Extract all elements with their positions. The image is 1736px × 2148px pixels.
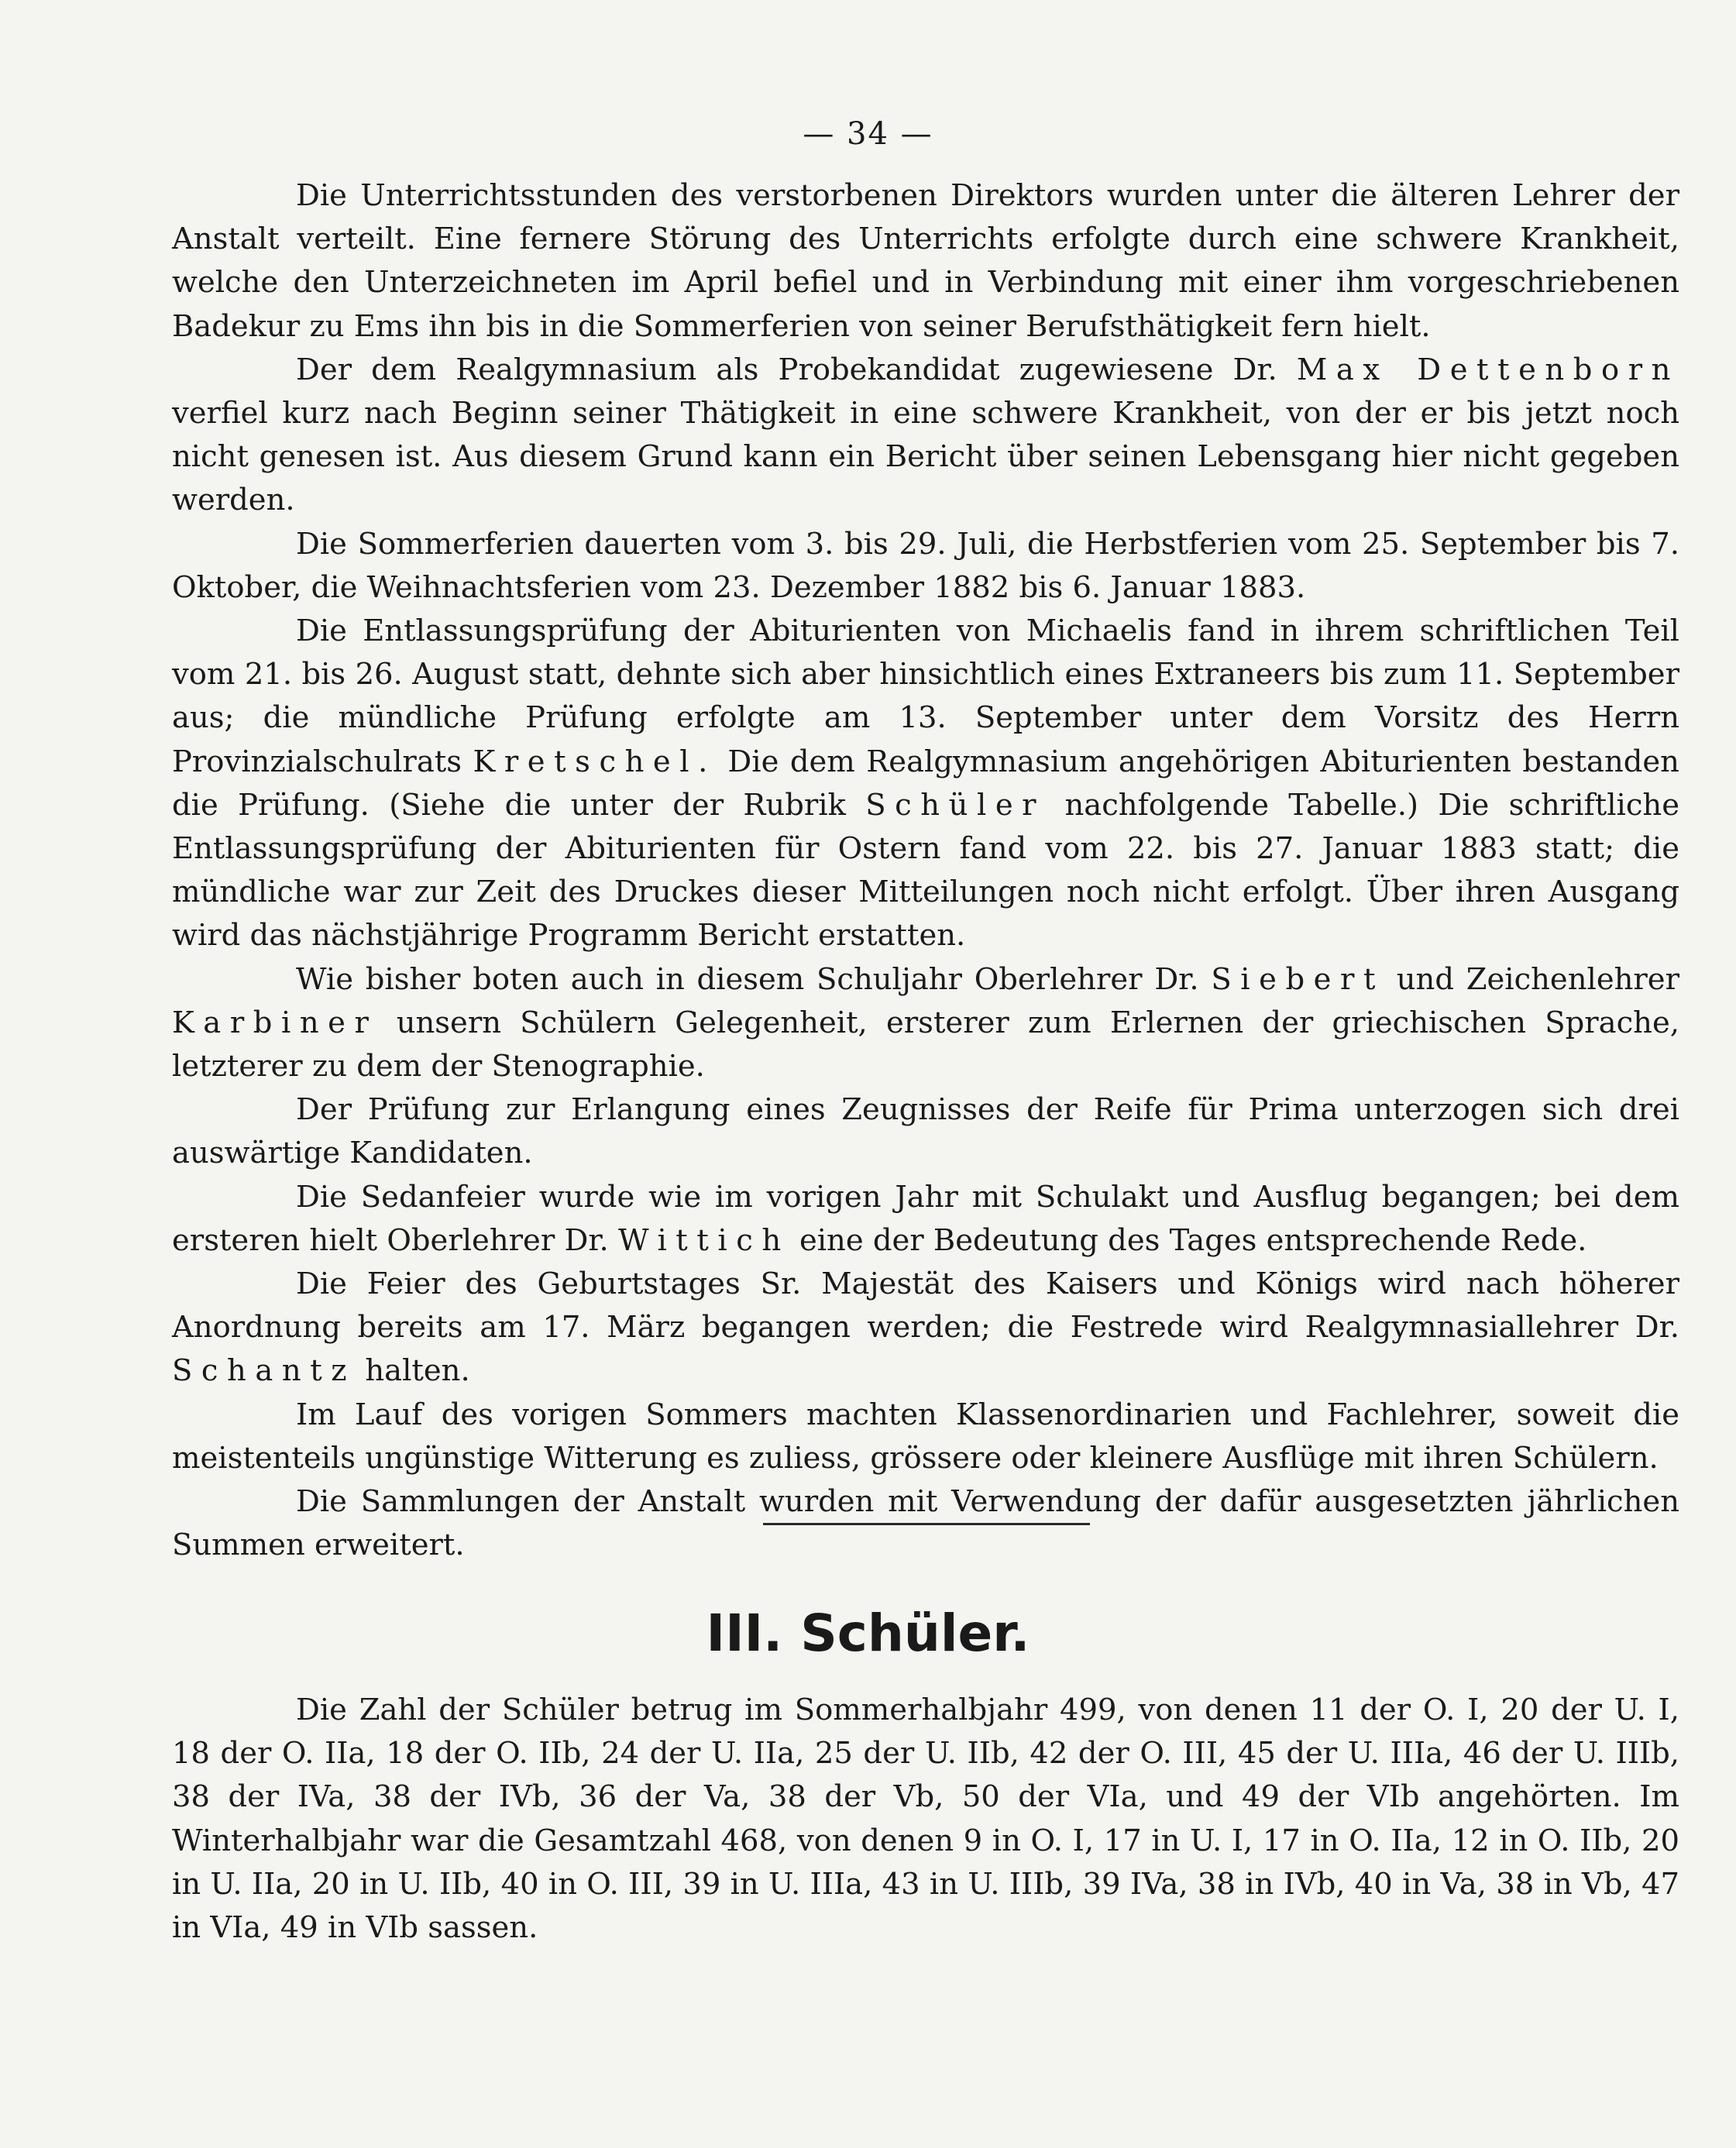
section-body-top — [172, 174, 1679, 1568]
paragraph-text: Die Feier des Geburtstages Sr. Majestät des Kaisers und Königs wird nach höherer Anordnung bereits am 17. März begangen werden; die Festrede wird Realgymnasiallehrer Dr. — [172, 1266, 1679, 1346]
paragraph-text: Die dem Realgymnasium angehörigen Abiturienten bestanden die Prüfung. (Siehe die unter der Rubrik — [172, 744, 1679, 823]
paragraph-text: nachfolgende Tabelle.) Die schriftliche Entlassungsprüfung der Abiturienten für Ostern fand vom 22. bis 27. Januar 1883 statt; die mündliche war zur Zeit des Druckes dieser Mitteilungen noch nicht erfolgt. Über ihren Ausgang wird das nächstjährige Programm Bericht erstatten. — [172, 787, 1679, 954]
person-name-dettenborn: Max Dettenborn — [1296, 352, 1679, 387]
paragraph-excursions — [172, 1394, 1679, 1480]
person-name-wittich: Wittich — [618, 1222, 790, 1258]
paragraph-extra-courses — [172, 958, 1679, 1089]
paragraph-text: Wie bisher boten auch in diesem Schuljahr Oberlehrer Dr. — [296, 961, 1199, 997]
section-body-bottom — [172, 1689, 1679, 1950]
paragraph-teaching-hours — [172, 174, 1679, 349]
page-number: — 34 — — [803, 116, 933, 152]
paragraph-text: Im Lauf des vorigen Sommers machten Klassenordinarien und Fachlehrer, soweit die meistenteils ungünstige Witterung es zuliess, grössere oder kleinere Ausflüge mit ihren Schülern. — [172, 1397, 1679, 1476]
paragraph-text: eine der Bedeutung des Tages entsprechende Rede. — [799, 1222, 1587, 1258]
paragraph-text: Die Entlassungsprüfung der Abiturienten von Michaelis fand in ihrem schriftlichen Teil vom 21. bis 26. August statt, dehnte sich aber hinsichtlich eines Extraneers bis zum 11. September aus; die mündliche Prüfung erfolgte am 13. September unter dem Vorsitz des Herrn Provinzialschulrats — [172, 613, 1679, 779]
paragraph-text: Die Sedanfeier wurde wie im vorigen Jahr mit Schulakt und Ausflug begangen; bei dem ersteren hielt Oberlehrer Dr. — [172, 1179, 1679, 1258]
rubric-name: Schüler — [865, 787, 1046, 823]
paragraph-sedan-celebration — [172, 1176, 1679, 1263]
paragraph-emperor-birthday — [172, 1263, 1679, 1394]
paragraph-text: unsern Schülern Gelegenheit, ersterer zum Erlernen der griechischen Sprache, letzterer zu dem der Stenographie. — [172, 1005, 1679, 1084]
paragraph-final-exam — [172, 610, 1679, 958]
paragraph-text: Die Unterrichtsstunden des verstorbenen Direktors wurden unter die älteren Lehrer der Anstalt verteilt. Eine fernere Störung des Unterrichts erfolgte durch eine schwere Krankheit, welche den Unterzeichneten im April befiel und in Verbindung mit einer ihm vorgeschriebenen Badekur zu Ems ihn bis in die Sommerferien von seiner Berufsthätigkeit fern hielt. — [172, 178, 1679, 344]
paragraph-text: Die Sammlungen der Anstalt wurden mit Verwendung der dafür ausgesetzten jährlichen Summen erweitert. — [172, 1484, 1679, 1563]
paragraph-text: Die Zahl der Schüler betrug im Sommerhalbjahr 499, von denen 11 der O. I, 20 der U. I, 18 der O. IIa, 18 der O. IIb, 24 der U. IIa, 25 der U. IIb, 42 der O. III, 45 der U. IIIa, 46 der U. IIIb, 38 der IVa, 38 der IVb, 36 der Va, 38 der Vb, 50 der VIa, und 49 der VIb angehörten. Im Winterhalbjahr war die Gesamtzahl 468, von denen 9 in O. I, 17 in U. I, 17 in O. IIa, 12 in O. IIb, 20 in U. IIa, 20 in U. IIb, 40 in O. III, 39 in U. IIIa, 43 in U. IIIb, 39 IVa, 38 in IVb, 40 in Va, 38 in Vb, 47 in VIa, 49 in VIb sassen. — [172, 1693, 1679, 1946]
person-name-schantz: Schantz — [172, 1353, 356, 1389]
paragraph-student-numbers — [172, 1689, 1679, 1950]
paragraph-text: Der dem Realgymnasium als Probekandidat zugewiesene Dr. — [296, 352, 1277, 387]
paragraph-probationary-candidate — [172, 349, 1679, 523]
section-divider — [763, 1523, 1090, 1525]
section-heading: III. Schüler. — [706, 1603, 1030, 1663]
person-name-karbiner: Karbiner — [172, 1005, 378, 1040]
paragraph-text: verfiel kurz nach Beginn seiner Thätigkeit in eine schwere Krankheit, von der er bis jetzt noch nicht genesen ist. Aus diesem Grund kann ein Bericht über seinen Lebensgang hier nicht gegeben werden. — [172, 396, 1679, 518]
paragraph-prima-exam — [172, 1088, 1679, 1175]
paragraph-text: Die Sommerferien dauerten vom 3. bis 29. Juli, die Herbstferien vom 25. September bis 7. Oktober, die Weihnachtsferien vom 23. Dezember 1882 bis 6. Januar 1883. — [172, 526, 1679, 605]
person-name-kretschel: Kretschel. — [473, 744, 717, 779]
paragraph-text: und Zeichenlehrer — [1396, 961, 1679, 997]
person-name-siebert: Siebert — [1211, 961, 1384, 997]
paragraph-text: halten. — [365, 1353, 470, 1389]
paragraph-holidays — [172, 523, 1679, 610]
paragraph-text: Der Prüfung zur Erlangung eines Zeugnisses der Reife für Prima unterzogen sich drei auswärtige Kandidaten. — [172, 1092, 1679, 1171]
